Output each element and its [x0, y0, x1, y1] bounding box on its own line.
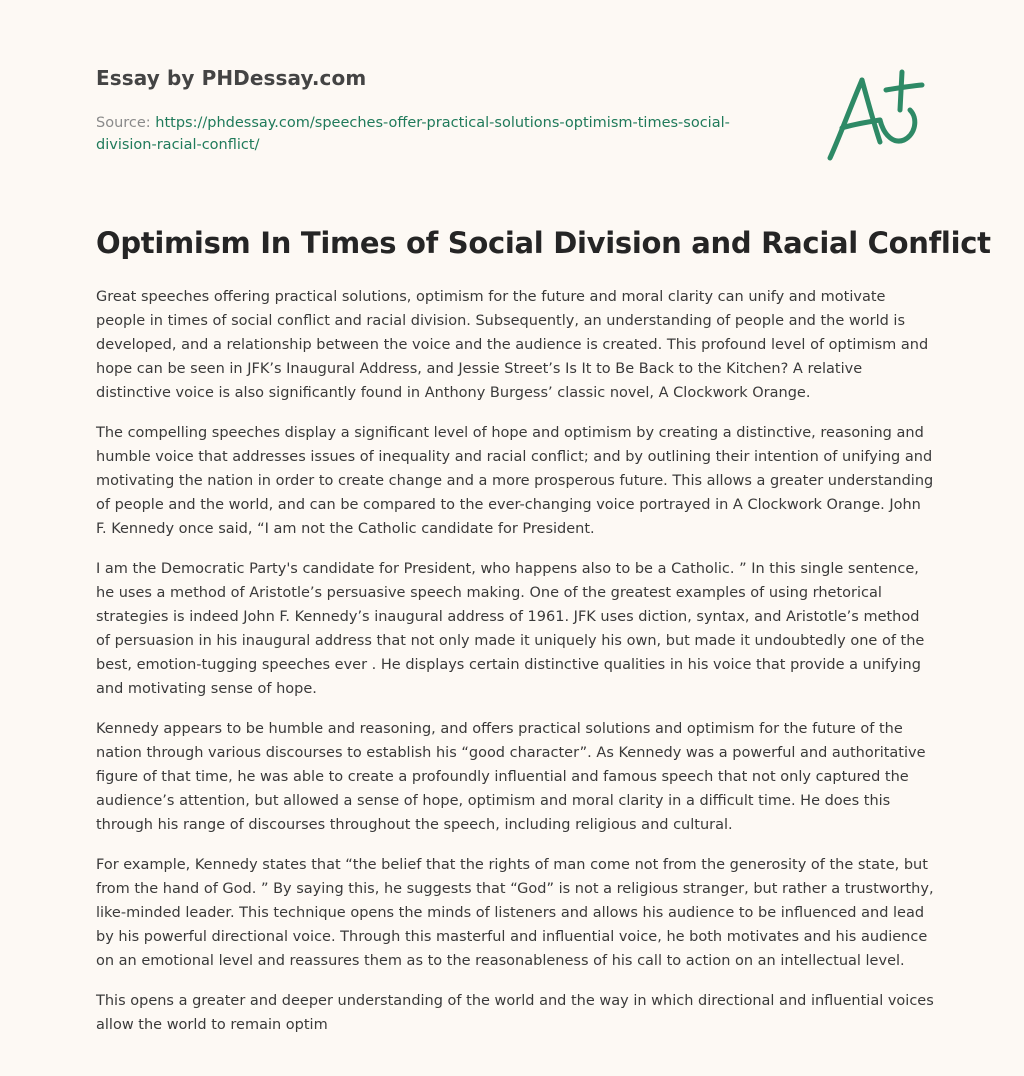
a-plus-logo-icon: [818, 66, 930, 166]
source-line: [96, 112, 776, 156]
essay-paragraph: The compelling speeches display a significant level of hope and optimism by creating a distinctive, reasoning and humble voice that addresses issues of inequality and racial conflict; and by outlining their intention of unifying and motivating the nation in order to create change and a more prosperous future. This allows a greater understanding of people and the world, and can be compared to the ever-changing voice portrayed in A Clockwork Orange. John F. Kennedy once said, “I am not the Catholic candidate for President.: [96, 425, 934, 537]
source-link[interactable]: https://phdessay.com/speeches-offer-practical-solutions-optimism-times-social-division-racial-conflict/: [96, 115, 730, 153]
a-plus-logo: [818, 66, 930, 166]
essay-paragraph: I am the Democratic Party's candidate for President, who happens also to be a Catholic. ” In this single sentence, he uses a method of Aristotle’s persuasive speech making. One of the greatest examples of using rhetorical strategies is indeed John F. Kennedy’s inaugural address of 1961. JFK uses diction, syntax, and Aristotle’s method of persuasion in his inaugural address that not only made it uniquely his own, but made it undoubtedly one of the best, emotion-tugging speeches ever . He displays certain distinctive qualities in his voice that provide a unifying and motivating sense of hope.: [96, 561, 925, 697]
essay-paragraph: This opens a greater and deeper understanding of the world and the way in which directional and influential voices allow the world to remain optim: [96, 993, 934, 1033]
source-label: Source:: [96, 115, 151, 131]
essay-title: Optimism In Times of Social Division and Racial Conflict: [96, 226, 991, 260]
essay-paragraph: Great speeches offering practical solutions, optimism for the future and moral clarity can unify and motivate people in times of social conflict and racial division. Subsequently, an understanding of people and the world is developed, and a relationship between the voice and the audience is created. This profound level of optimism and hope can be seen in JFK’s Inaugural Address, and Jessie Street’s Is It to Be Back to the Kitchen? A relative distinctive voice is also significantly found in Anthony Burgess’ classic novel, A Clockwork Orange.: [96, 289, 929, 401]
essay-body: [96, 285, 936, 1053]
site-title: Essay by PHDessay.com: [96, 66, 367, 90]
essay-paragraph: Kennedy appears to be humble and reasoning, and offers practical solutions and optimism for the future of the nation through various discourses to establish his “good character”. As Kennedy was a powerful and authoritative figure of that time, he was able to create a profoundly influential and famous speech that not only captured the audience’s attention, but allowed a sense of hope, optimism and moral clarity in a difficult time. He does this through his range of discourses throughout the speech, including religious and cultural.: [96, 721, 926, 833]
essay-paragraph: For example, Kennedy states that “the belief that the rights of man come not from the generosity of the state, but from the hand of God. ” By saying this, he suggests that “God” is not a religious stranger, but rather a trustworthy, like-minded leader. This technique opens the minds of listeners and allows his audience to be influenced and lead by his powerful directional voice. Through this masterful and influential voice, he both motivates and his audience on an emotional level and reassures them as to the reasonableness of his call to action on an intellectual level.: [96, 857, 934, 969]
